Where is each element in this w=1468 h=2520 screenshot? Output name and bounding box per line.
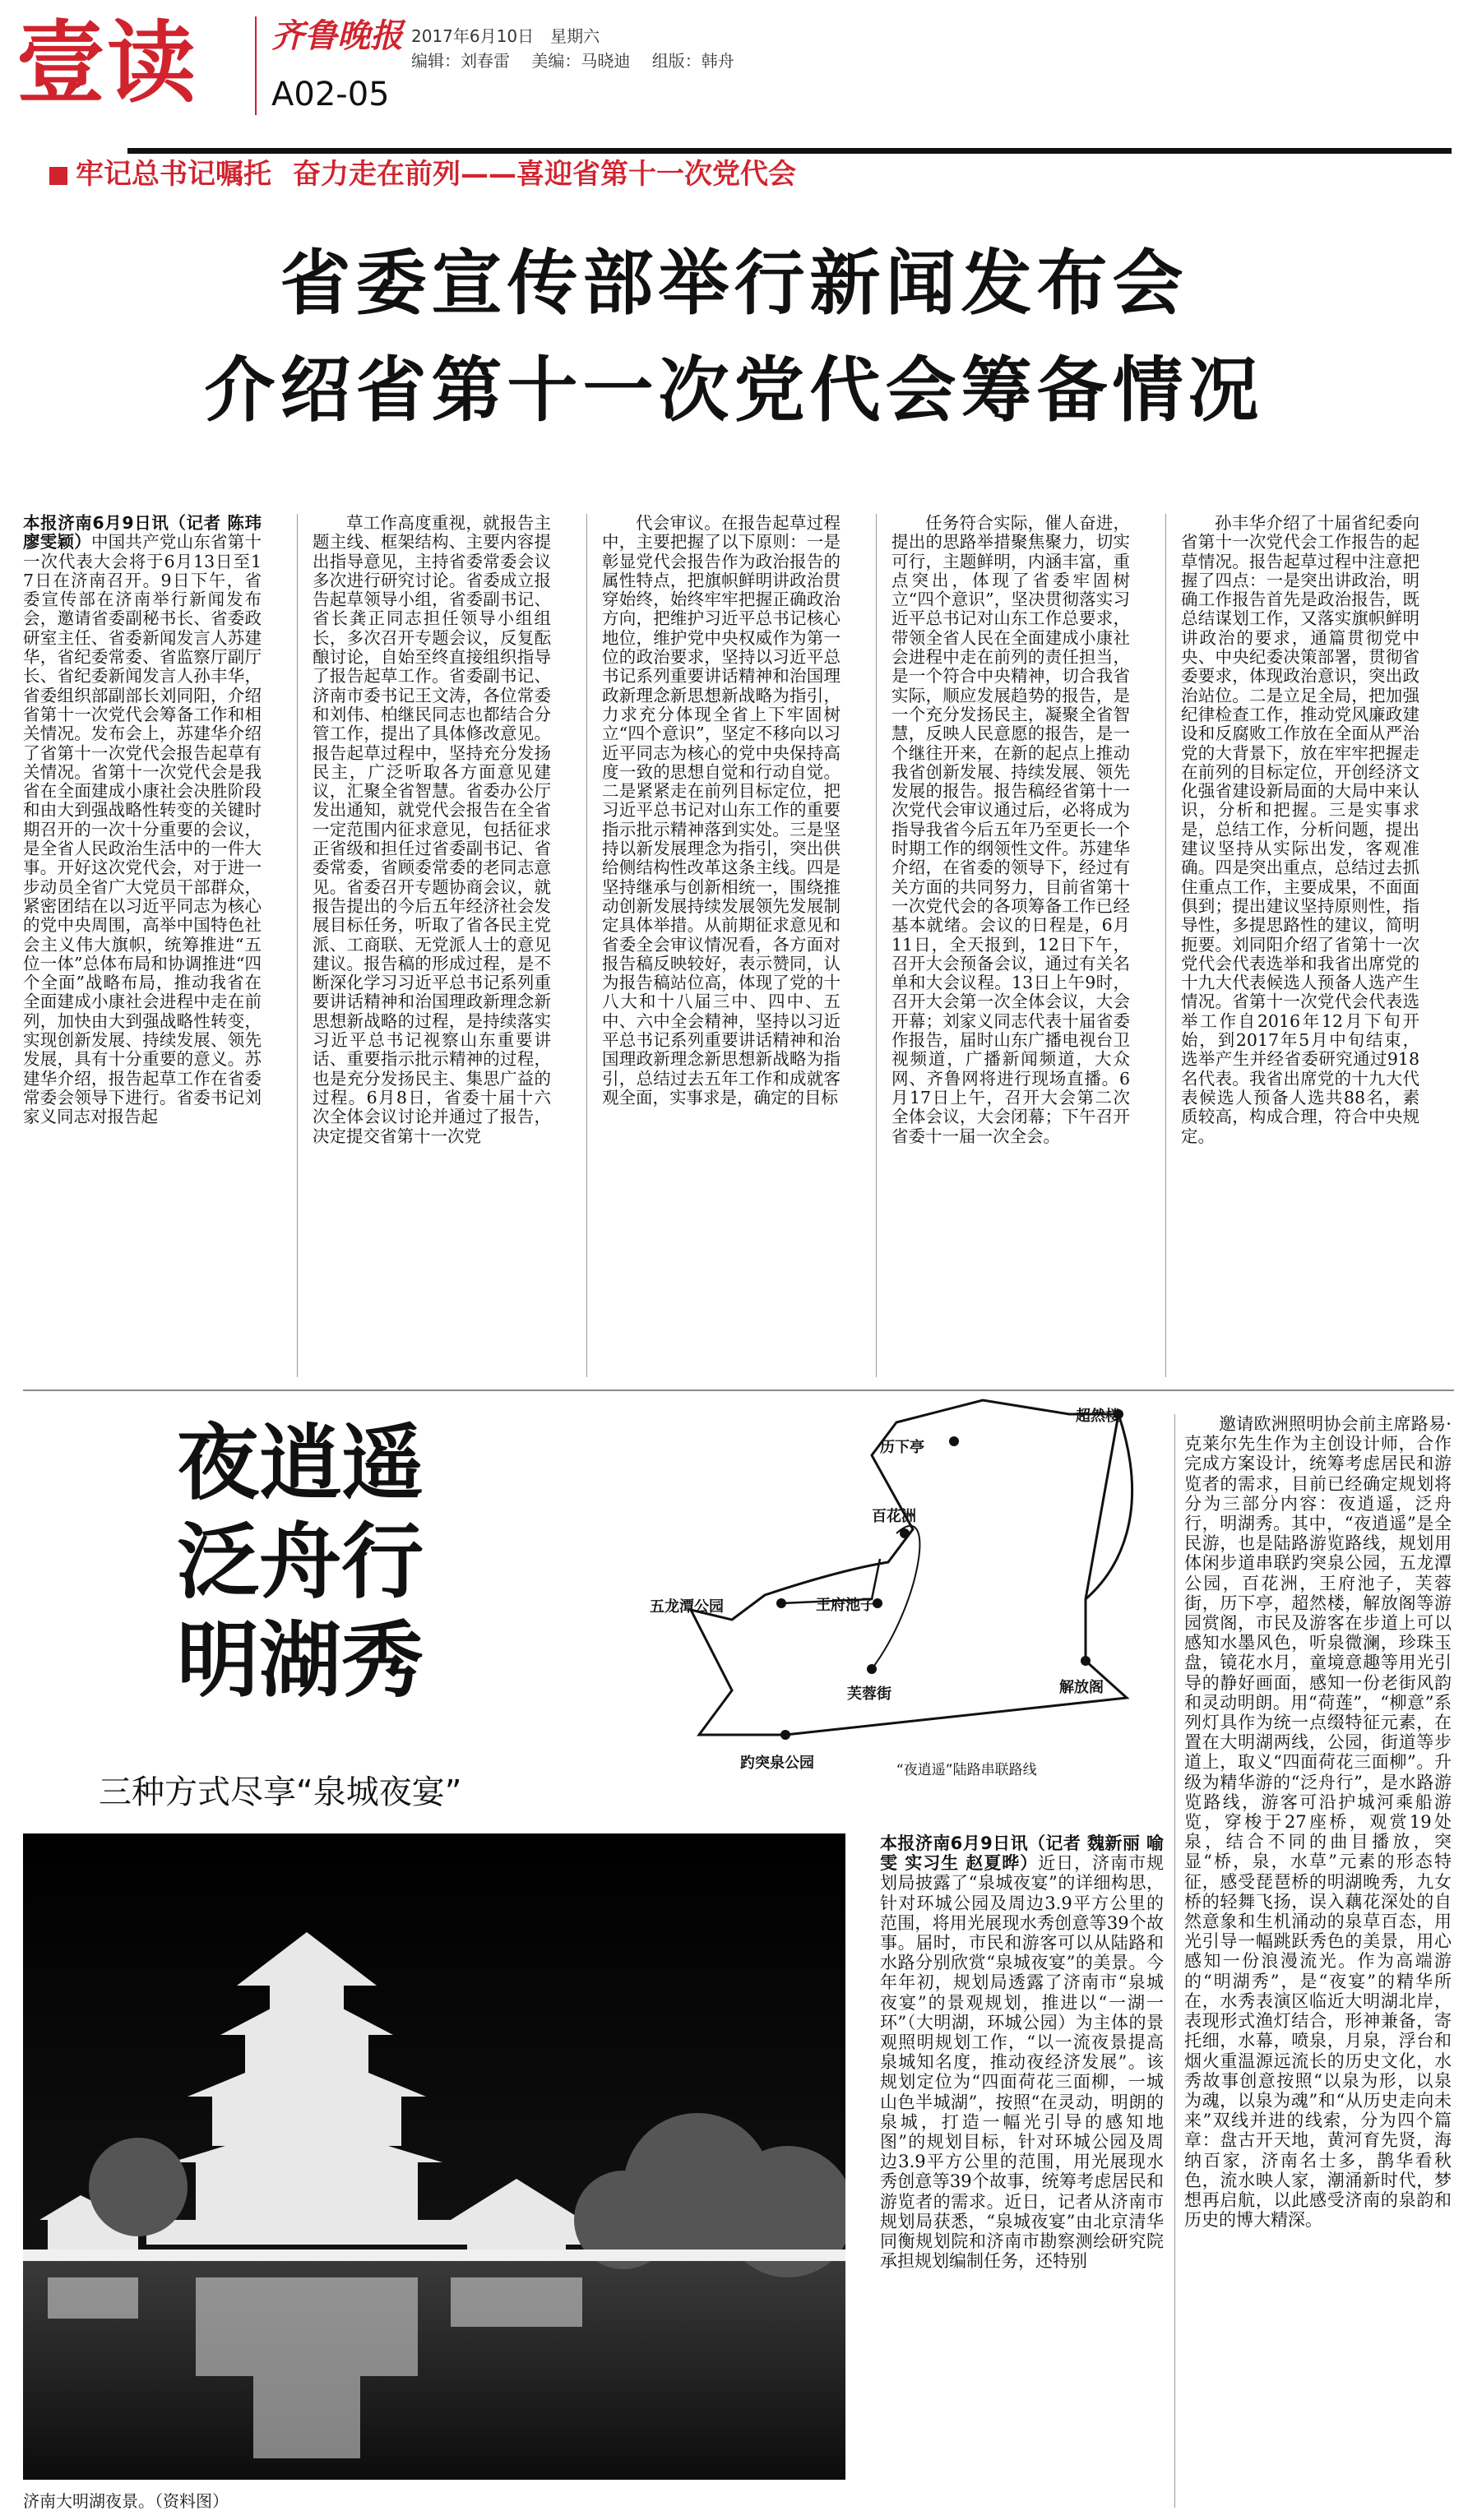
map-point — [780, 1730, 790, 1740]
map-label: 趵突泉公园 — [740, 1755, 814, 1772]
article1-column — [23, 514, 262, 1127]
proof-credit: 组版：韩舟 — [651, 51, 734, 71]
column-rule — [876, 514, 877, 1377]
map-point — [776, 1598, 786, 1608]
section-part: 牢记总书记嘱托 — [76, 158, 271, 191]
route-map — [625, 1398, 1151, 1792]
article1-column: 孙丰华介绍了十届省纪委向省第十一次党代会工作报告的起草情况。报告起草过程中注意把握了四点：一是突出讲政治，明确工作报告首先是政治报告，既总结谋划工作，又落实旗帜鲜明讲政治的要求，通篇贯彻党中央、中央纪委决策部署，贯彻省委要求，体现政治意识，突出政治站位。二是立足全局，把加强纪律检查工作，推动党风廉政建设和反腐败工作放在全面从严治党的大背景下，放在牢牢把握走在前列的目标定位，开创经济文化强省建设新局面的大局中来认识，分析和把握。三是实事求是，总结工作，分析问题，提出建议坚持从实际出发，客观准确。四是突出重点，总结过去抓住重点工作，主要成果，不面面俱到；提出建议坚持原则性，指导性，多提思路性的建议，简明扼要。刘同阳介绍了省第十一次党代会代表选举和我省出席党的十九大代表候选人预备人选产生情况。省第十一次党代会代表选举工作自2016年12月下旬开始，到2017年5月中旬结束，选举产生并经省委研究通过918名代表。我省出席党的十九大代表候选人预备人选共88名，素质较高，构成合理，符合中央规定。 — [1181, 513, 1419, 1146]
night-scene-image — [23, 1833, 845, 2480]
column-rule — [297, 514, 298, 1377]
newspaper-brand: 壹读 — [16, 12, 198, 115]
feature-title-line: 明湖秀 — [177, 1612, 424, 1709]
route-arc — [1086, 1414, 1132, 1599]
feature-title-line: 夜逍遥 — [177, 1415, 424, 1511]
feature-text: 近日，济南市规划局披露了“泉城夜宴”的详细构思，针对环城公园及周边3.9平方公里的范围，将用光展现水秀创意等39个故事。届时，市民和游客可以从陆路和水路分别欣赏“泉城夜宴”的美景。今年年初，规划局透露了济南市“泉城夜宴”的景观规划，推进以“一湖一环”（大明湖，环城公园）为主体的景观照明规划工作，“以一流夜景提高泉城知名度，推动夜经济发展”。该规划定位为“四面荷花三面柳，一城山色半城湖”，按照“在灵动，明朗的泉城，打造一幅光引导的感知地图”的规划目标，针对环城公园及周边3.9平方公里的范围，用光展现水秀创意等39个故事，统筹考虑居民和游览者的需求。近日，记者从济南市规划局获悉，“泉城夜宴”由北京清华同衡规划院和济南市勘察测绘研究院承担规划编制任务，还特别 — [880, 1853, 1164, 2272]
header-rule — [127, 148, 1452, 154]
map-point — [1081, 1656, 1091, 1666]
headline-line-2: 介绍省第十一次党代会筹备情况 — [204, 349, 1264, 432]
editor-credits — [411, 48, 751, 72]
column-rule — [586, 514, 587, 1377]
photo-caption: 济南大明湖夜景。（资料图） — [23, 2491, 229, 2511]
feature-article-column: 邀请欧洲照明协会前主席路易·克莱尔先生作为主创设计师，合作完成方案设计，统筹考虑居民和游览者的需求，目前已经确定规划将分为三部分内容：夜逍遥，泛舟行，明湖秀。其中，“夜逍遥”是全民游，也是陆路游览路线，规划用体闲步道串联趵突泉公园，五龙潭公园，百花洲，王府池子，芙蓉街，历下亭，超然楼，解放阁等游园赏阁，市民及游客在步道上可以感知水墨风色，听泉微澜，珍珠玉盘，镜花水月，童境意趣等用光引导的静好画面，感知一份老街风韵和灵动明朗。用“荷莲”，“柳意”系列灯具作为统一点缀特征元素，在置在大明湖两线，公园，街道等步道上，取义“四面荷花三面柳”。升级为精华游的“泛舟行”，是水路游览路线，游客可沿护城河乘船游览，穿梭于27座桥，观赏19处泉，结合不同的曲目播放，突显“桥，泉，水草”元素的形态特征，感受琵琶桥的明湖晚秀，九女桥的轻舞飞扬，误入藕花深处的自然意象和生机涌动的泉草百态，用光引导一幅跳跃秀色的美景，用心感知一份浪漫流光。作为高端游的“明湖秀”，是“夜宴”的精华所在，水秀表演区临近大明湖北岸，表现形式渔灯结合，形神兼备，寄托细，水幕，喷泉，月泉，浮台和烟火重温源远流长的历史文化，水秀故事创意按照“以泉为形，以泉为魂，以泉为魂”和“从历史走向未来”双线并进的线索，分为四个篇章：盘古开天地，黄河育先贤，海纳百家，济南名士多，鹊华看秋色，流水映人家，潮涌新时代，梦想再启航，以此感受济南的泉韵和历史的博大精深。 — [1184, 1414, 1452, 2231]
designer-credit: 美编：马晓迪 — [531, 51, 631, 71]
page-number: A02-05 — [271, 76, 390, 113]
map-label: 解放阁 — [1059, 1679, 1104, 1696]
feature-byline: 本报济南6月9日讯（记者 魏新丽 喻雯 实习生 赵夏晔） — [880, 1833, 1164, 1874]
map-caption: “夜逍遥”陆路串联路线 — [896, 1762, 1037, 1778]
feature-title-line: 泛舟行 — [177, 1514, 424, 1610]
route-connector — [872, 1526, 919, 1669]
map-point — [900, 1528, 910, 1538]
article1-column: 代会审议。在报告起草过程中，主要把握了以下原则：一是彰显党代会报告作为政治报告的属性特点，把旗帜鲜明讲政治贯穿始终，始终牢牢把握正确政治方向，把维护习近平总书记核心地位，维护党中央权威作为第一位的政治要求，坚持以习近平总书记系列重要讲话精神和治国理政新理念新思想新战略为指引，力求充分体现全省上下牢固树立“四个意识”，坚定不移向以习近平同志为核心的党中央保持高度一致的思想自觉和行动自觉。二是紧紧走在前列目标定位，把习近平总书记对山东工作的重要指示批示精神落到实处。三是坚持以新发展理念为指引，突出供给侧结构性改革这条主线。四是坚持继承与创新相统一，围绕推动创新发展持续发展领先发展制定具体举措。从前期征求意见和省委全会审议情况看，各方面对报告稿反映较好，表示赞同，认为报告稿站位高，体现了党的十八大和十八届三中、四中、五中、六中全会精神，坚持以习近平总书记系列重要讲话精神和治国理政新理念新思想新战略为指引，总结过去五年工作和成就客观全面，实事求是，确定的目标 — [602, 513, 841, 1107]
section-banner — [49, 155, 817, 194]
column-rule — [1174, 1414, 1175, 2508]
section-square-icon — [49, 167, 67, 185]
section-part: 奋力走在前列——喜迎省第十一次党代会 — [293, 158, 796, 191]
night-photo — [23, 1833, 845, 2480]
editor-credit: 编辑：刘春雷 — [411, 51, 510, 71]
map-label: 超然楼 — [1076, 1408, 1120, 1425]
map-label: 五龙潭公园 — [650, 1598, 724, 1616]
map-point — [949, 1436, 959, 1446]
section-rule — [23, 1389, 1454, 1391]
article1-column: 草工作高度重视，就报告主题主线、框架结构、主要内容提出指导意见，主持省委常委会议多次进行研究讨论。省委成立报告起草领导小组，省委副书记、省长龚正同志担任领导小组组长，多次召开专题会议，反复酝酿讨论，自始至终直接组织指导了报告起草工作。省委副书记、济南市委书记王文涛，各位常委和刘伟、柏继民同志也都结合分管工作，提出了具体修改意见。报告起草过程中，坚持充分发扬民主，广泛听取各方面意见建议，汇聚全省智慧。省委办公厅发出通知，就党代会报告在全省一定范围内征求意见，包括征求正省级和担任过省委副书记、省委常委，省顾委常委的老同志意见。省委召开专题协商会议，就报告提出的今后五年经济社会发展目标任务，听取了省各民主党派、工商联、无党派人士的意见建议。报告稿的形成过程，是不断深化学习习近平总书记系列重要讲话精神和治国理政新理念新思想新战略的过程，是持续落实习近平总书记视察山东重要讲话、重要指示批示精神的过程，也是充分发扬民主、集思广益的过程。6月8日，省委十届十六次全体会议讨论并通过了报告，决定提交省第十一次党 — [313, 513, 551, 1146]
article1-text: 中国共产党山东省第十一次代表大会将于6月13日至17日在济南召开。9日下午，省委宣传部在济南举行新闻发布会，邀请省委副秘书长、省委政研室主任、省委新闻发言人苏建华，省纪委常委、省监察厅副厅长、省纪委新闻发言人孙丰华，省委组织部副部长刘同阳，介绍省第十一次党代会筹备工作和相关情况。发布会上，苏建华介绍了省第十一次党代会报告起草有关情况。省第十一次党代会是我省在全面建成小康社会决胜阶段和由大到强战略性转变的关键时期召开的一次十分重要的会议，是全省人民政治生活中的一件大事。开好这次党代会，对于进一步动员全省广大党员干部群众，紧密团结在以习近平同志为核心的党中央周围，高举中国特色社会主义伟大旗帜，统筹推进“五位一体”总体布局和协调推进“四个全面”战略布局，推动我省在全面建成小康社会进程中走在前列，加快由大到强战略性转变，实现创新发展、持续发展、领先发展，具有十分重要的意义。苏建华介绍，报告起草工作在省委常委会领导下进行。省委书记刘家义同志对报告起 — [23, 532, 262, 1127]
issue-date: 2017年6月10日 星期六 — [411, 26, 600, 46]
feature-article-column — [880, 1833, 1164, 2271]
paper-name: 齐鲁晚报 — [271, 16, 403, 55]
map-label: 历下亭 — [880, 1439, 924, 1456]
article1-column: 任务符合实际，催人奋进，提出的思路举措聚焦聚力，切实可行，主题鲜明，内涵丰富，重点突出，体现了省委牢固树立“四个意识”，坚决贯彻落实习近平总书记对山东工作总要求，带领全省人民在全面建成小康社会进程中走在前列的责任担当，是一个符合中央精神，切合我省实际，顺应发展趋势的报告，是一个充分发扬民主，凝聚全省智慧，反映人民意愿的报告，是一个继往开来，在新的起点上推动我省创新发展、持续发展、领先发展的报告。报告稿经省第十一次党代会审议通过后，必将成为指导我省今后五年乃至更长一个时期工作的纲领性文件。苏建华介绍，在省委的领导下，经过有关方面的共同努力，目前省第十一次党代会的各项筹备工作已经基本就绪。会议的日程是，6月11日，全天报到，12日下午，召开大会预备会议，通过有关名单和大会议程。13日上午9时，召开大会第一次全体会议，大会开幕；刘家义同志代表十届省委作报告，届时山东广播电视台卫视频道，广播新闻频道，大众网、齐鲁网将进行现场直播。6月17日上午，召开大会第二次全体会议，大会闭幕；下午召开省委十一届一次全会。 — [891, 513, 1130, 1146]
map-label: 芙蓉街 — [847, 1685, 891, 1703]
article1-byline: 本报济南6月9日讯（记者 陈玮 廖雯颖） — [23, 513, 262, 553]
column-rule — [1165, 514, 1166, 1377]
header-divider — [255, 16, 257, 115]
feature-subtitle: 三种方式尽享“泉城夜宴” — [99, 1773, 462, 1811]
map-label: 百花洲 — [872, 1508, 916, 1525]
headline-line-1: 省委宣传部举行新闻发布会 — [280, 243, 1188, 325]
map-label: 王府池子 — [816, 1597, 875, 1614]
map-point — [867, 1664, 877, 1674]
